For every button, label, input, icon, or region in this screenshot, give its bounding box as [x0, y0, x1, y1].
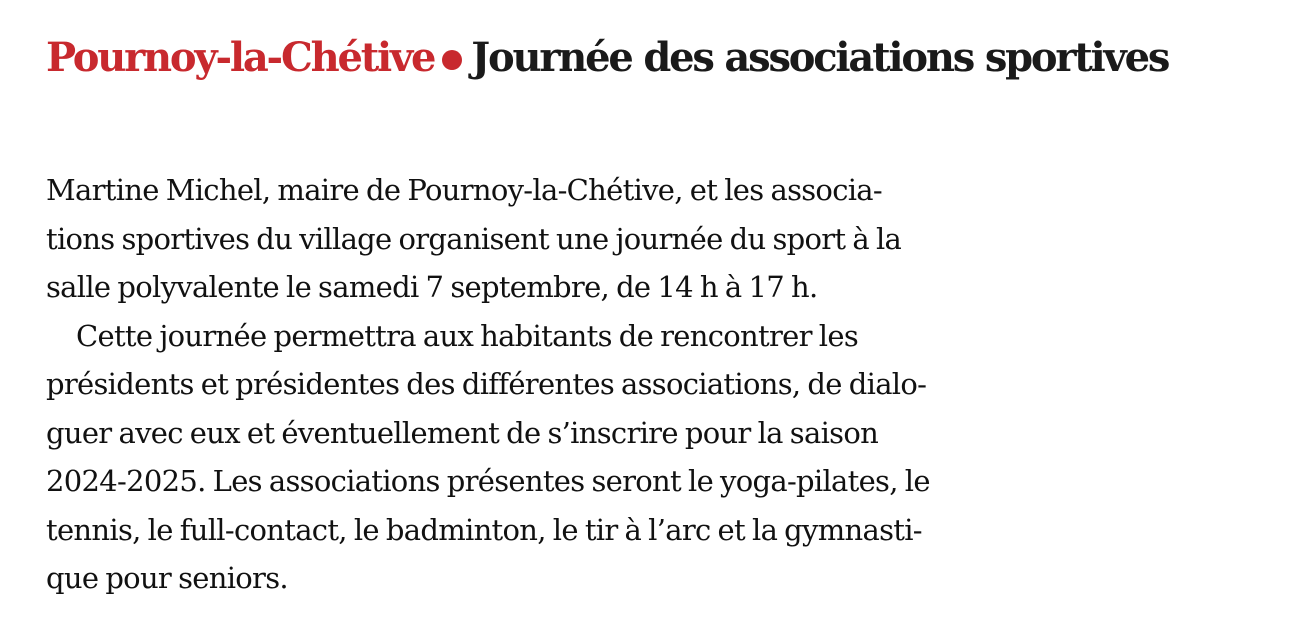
headline-title: Journée des associations sportives — [471, 34, 1169, 81]
body-line: présidents et présidentes des différentes associations, de dialo- — [46, 367, 927, 401]
body-line: que pour seniors. — [46, 561, 288, 595]
headline-place: Pournoy-la-Chétive — [46, 34, 435, 81]
body-line: Martine Michel, maire de Pournoy-la-Chétive, et les associa- — [46, 173, 882, 207]
body-line: 2024-2025. Les associations présentes seront le yoga-pilates, le — [46, 464, 930, 498]
body-line: tions sportives du village organisent une journée du sport à la — [46, 221, 902, 256]
body-line: tennis, le full-contact, le badminton, le tir à l’arc et la gymnasti- — [46, 512, 922, 547]
headline — [46, 26, 1276, 90]
body-line: guer avec eux et éventuellement de s’inscrire pour la saison — [46, 415, 879, 450]
body-line: salle polyvalente le samedi 7 septembre, de 14 h à 17 h. — [46, 270, 818, 304]
body-line-paragraph-start: Cette journée permettra aux habitants de rencontrer les — [76, 318, 859, 353]
news-article — [46, 26, 1276, 603]
bullet-dot-icon — [442, 50, 462, 70]
article-body — [46, 166, 1276, 603]
